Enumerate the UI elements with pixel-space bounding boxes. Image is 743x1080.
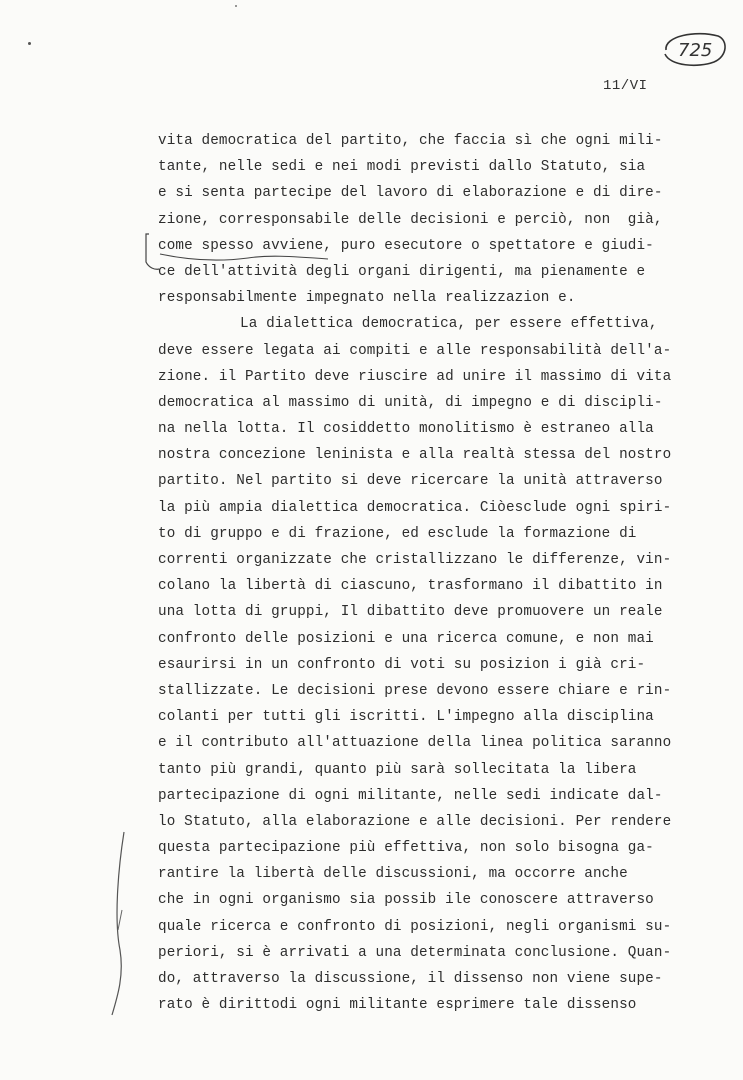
text-line: e si senta partecipe del lavoro di elaborazione e di dire-: [158, 185, 663, 202]
text-line: e il contributo all'attuazione della linea politica saranno: [158, 735, 672, 752]
text-line: che in ogni organismo sia possib ile conoscere attraverso: [158, 892, 654, 909]
text-line: confronto delle posizioni e una ricerca comune, e non mai: [158, 630, 654, 647]
archive-number-circle: [656, 26, 730, 70]
body-text: [158, 128, 678, 1018]
text-line: to di gruppo e di frazione, ed esclude la formazione di: [158, 525, 637, 542]
margin-vertical-mark: [108, 830, 138, 1020]
speck-mark: [28, 42, 31, 45]
archive-number-stamp: [656, 26, 730, 70]
speck-mark: [235, 5, 237, 7]
text-line: correnti organizzate che cristallizzano le differenze, vin-: [158, 552, 672, 568]
text-line: vita democratica del partito, che faccia sì che ogni mili-: [158, 133, 663, 149]
text-line: deve essere legata ai compiti e alle responsabilità dell'a-: [158, 342, 672, 359]
text-line: partecipazione di ogni militante, nelle sedi indicate dal-: [158, 787, 663, 804]
page-number: 11/VI: [603, 78, 648, 94]
text-line: tante, nelle sedi e nei modi previsti dallo Statuto, sia: [158, 159, 646, 176]
text-line: una lotta di gruppi, Il dibattito deve promuovere un reale: [158, 604, 663, 621]
text-line: do, attraverso la discussione, il dissenso non viene supe-: [158, 971, 663, 987]
text-line: lo Statuto, alla elaborazione e alle decisioni. Per rendere: [158, 813, 672, 830]
text-line: tanto più grandi, quanto più sarà sollecitata la libera: [158, 761, 637, 778]
text-line: nostra concezione leninista e alla realtà stessa del nostro: [158, 447, 672, 464]
text-line: responsabilmente impegnato nella realizzazion e.: [158, 290, 576, 307]
text-line: zione. il Partito deve riuscire ad unire il massimo di vita: [158, 368, 672, 385]
text-line: ce dell'attività degli organi dirigenti, ma pienamente e: [158, 263, 646, 280]
text-line: rato è dirittodi ogni militante esprimere tale dissenso: [158, 997, 637, 1014]
text-line: esaurirsi in un confronto di voti su posizion i già cri-: [158, 656, 646, 673]
text-line: colanti per tutti gli iscritti. L'impegno alla disciplina: [158, 709, 654, 726]
archive-number-text: 725: [678, 40, 713, 61]
text-line: come spesso avviene, puro esecutore o spettatore e giudi-: [158, 237, 654, 254]
text-line: colano la libertà di ciascuno, trasformano il dibattito in: [158, 578, 663, 595]
text-line: questa partecipazione più effettiva, non solo bisogna ga-: [158, 840, 654, 857]
text-line: democratica al massimo di unità, di impegno e di discipli-: [158, 394, 663, 411]
text-line: na nella lotta. Il cosiddetto monolitismo è estraneo alla: [158, 421, 654, 438]
text-line: la più ampia dialettica democratica. Ciòesclude ogni spiri-: [158, 499, 672, 516]
text-line-paragraph-start: La dialettica democratica, per essere effettiva,: [240, 316, 658, 333]
text-line: quale ricerca e confronto di posizioni, negli organismi su-: [158, 918, 672, 935]
text-line: periori, si è arrivati a una determinata conclusione. Quan-: [158, 944, 672, 961]
text-line: rantire la libertà delle discussioni, ma occorre anche: [158, 866, 628, 883]
text-line: zione, corresponsabile delle decisioni e perciò, non già,: [158, 211, 663, 228]
text-line: partito. Nel partito si deve ricercare la unità attraverso: [158, 473, 663, 490]
text-line: stallizzate. Le decisioni prese devono essere chiare e rin-: [158, 682, 672, 699]
